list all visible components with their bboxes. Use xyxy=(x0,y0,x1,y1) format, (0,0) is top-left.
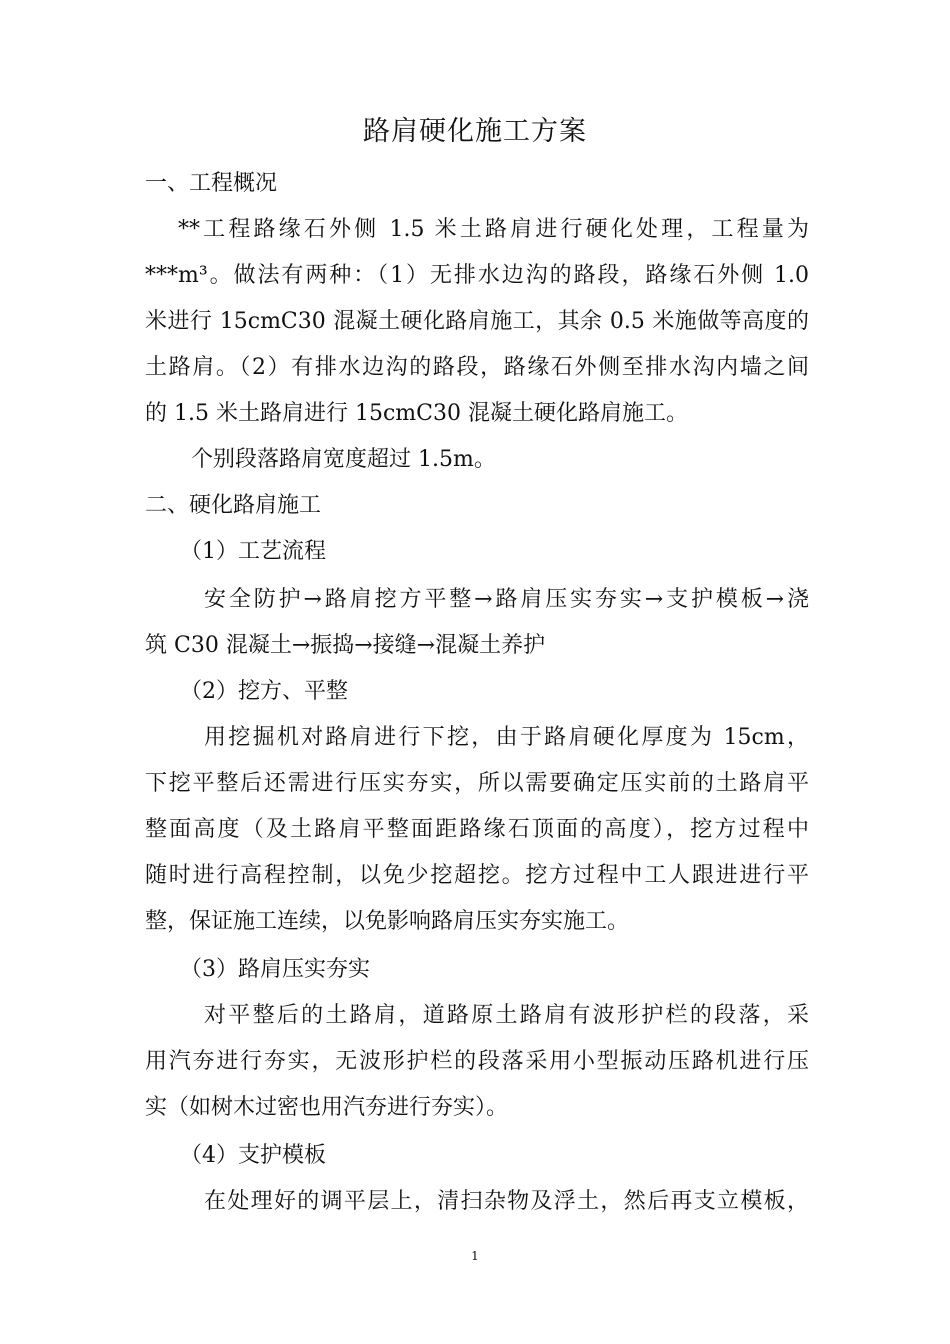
paragraph-line: 土路肩。（2）有排水边沟的路段，路缘石外侧至排水沟内墙之间 xyxy=(145,355,809,380)
subheading-excavation: （2）挖方、平整 xyxy=(180,679,348,704)
paragraph-line: 用汽夯进行夯实，无波形护栏的段落采用小型振动压路机进行压 xyxy=(145,1049,809,1074)
section-heading-construction: 二、硬化路肩施工 xyxy=(145,493,322,518)
paragraph-line: 个别段落路肩宽度超过 1.5m。 xyxy=(191,447,496,472)
document-title: 路肩硬化施工方案 xyxy=(363,116,587,147)
paragraph-line: 在处理好的调平层上，清扫杂物及浮土，然后再支立模板， xyxy=(204,1189,809,1214)
paragraph-line: 安全防护→路肩挖方平整→路肩压实夯实→支护模板→浇 xyxy=(204,587,809,612)
paragraph-line: ***m³。做法有两种：（1）无排水边沟的路段，路缘石外侧 1.0 xyxy=(145,263,809,288)
subheading-compaction: （3）路肩压实夯实 xyxy=(180,957,370,982)
paragraph-line: 用挖掘机对路肩进行下挖，由于路肩硬化厚度为 15cm， xyxy=(204,725,809,750)
section-heading-overview: 一、工程概况 xyxy=(145,171,278,196)
paragraph-line: 实（如树木过密也用汽夯进行夯实）。 xyxy=(145,1095,509,1120)
paragraph-line: 整面高度（及土路肩平整面距路缘石顶面的高度），挖方过程中 xyxy=(145,817,809,842)
paragraph-line: 米进行 15cmC30 混凝土硬化路肩施工，其余 0.5 米施做等高度的 xyxy=(145,309,809,334)
page-number: 1 xyxy=(471,1249,479,1263)
paragraph-line: 下挖平整后还需进行压实夯实，所以需要确定压实前的土路肩平 xyxy=(145,771,809,796)
paragraph-line: 整，保证施工连续，以免影响路肩压实夯实施工。 xyxy=(145,909,630,934)
paragraph-line: 筑 C30 混凝土→振捣→接缝→混凝土养护 xyxy=(145,633,546,658)
paragraph-line: 对平整后的土路肩，道路原土路肩有波形护栏的段落，采 xyxy=(204,1003,809,1028)
paragraph-line: 的 1.5 米土路肩进行 15cmC30 混凝土硬化路肩施工。 xyxy=(145,401,688,426)
subheading-process-flow: （1）工艺流程 xyxy=(180,539,326,564)
subheading-formwork: （4）支护模板 xyxy=(180,1143,326,1168)
paragraph-line: **工程路缘石外侧 1.5 米土路肩进行硬化处理，工程量为 xyxy=(178,217,809,242)
paragraph-line: 随时进行高程控制，以免少挖超挖。挖方过程中工人跟进进行平 xyxy=(145,863,809,888)
